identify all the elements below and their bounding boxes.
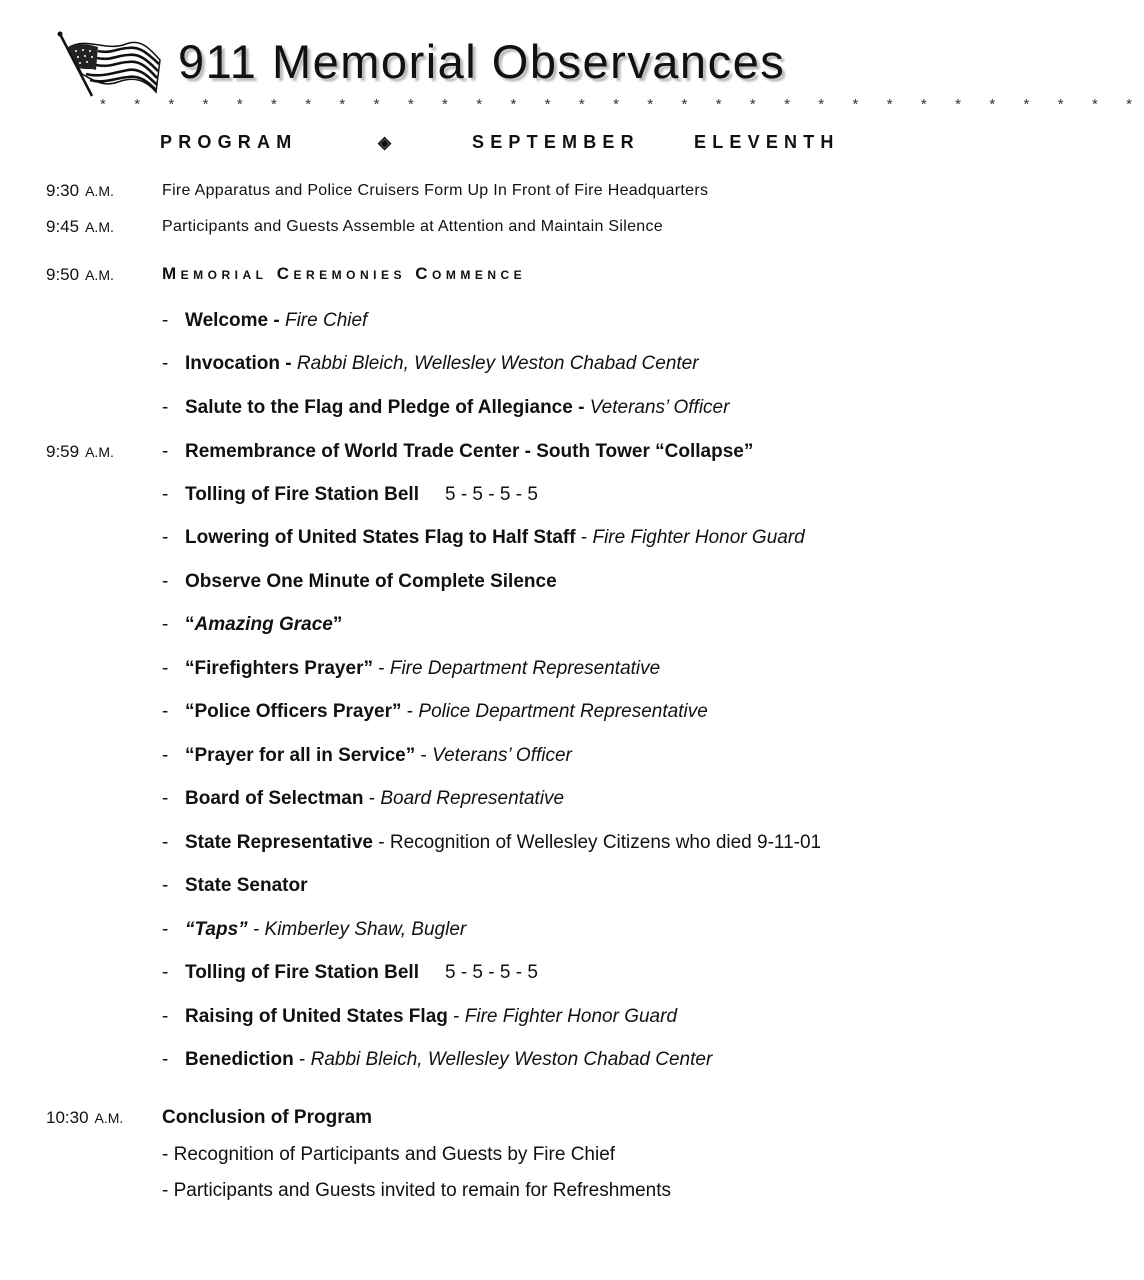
conclusion-item: - Recognition of Participants and Guests by Fire Chief — [162, 1144, 616, 1165]
conclusion-item: - Participants and Guests invited to remain for Refreshments — [162, 1180, 672, 1201]
program-item: - Tolling of Fire Station Bell 5 - 5 - 5 - 5 — [162, 484, 538, 505]
program-item: - State Representative - Recognition of Wellesley Citizens who died 9-11-01 — [162, 832, 822, 853]
schedule-time: 9:30 A.M. — [46, 181, 114, 200]
program-item: - Board of Selectman - Board Representative — [162, 788, 565, 809]
program-item: - Observe One Minute of Complete Silence — [162, 571, 557, 592]
schedule-time: 9:59 A.M. — [46, 442, 114, 461]
schedule-time: 9:45 A.M. — [46, 217, 114, 236]
program-item: - “Amazing Grace” — [162, 614, 343, 635]
program-day: ELEVENTH — [694, 132, 840, 152]
program-item: - “Taps” - Kimberley Shaw, Bugler — [162, 919, 467, 940]
program-item: - Invocation - Rabbi Bleich, Wellesley Weston Chabad Center — [162, 353, 699, 374]
program-item: - Raising of United States Flag - Fire Fighter Honor Guard — [162, 1006, 678, 1027]
schedule-time: 9:50 A.M. — [46, 265, 114, 284]
schedule-text: Fire Apparatus and Police Cruisers Form Up In Front of Fire Headquarters — [162, 182, 709, 199]
program-item: - Welcome - Fire Chief — [162, 310, 368, 331]
conclusion-heading: Conclusion of Program — [162, 1107, 373, 1128]
ceremony-heading: Memorial Ceremonies Commence — [162, 264, 527, 283]
program-item: - Lowering of United States Flag to Half Staff - Fire Fighter Honor Guard — [162, 527, 805, 548]
program-month: SEPTEMBER — [472, 132, 640, 152]
program-item: - State Senator — [162, 875, 308, 896]
program-label: PROGRAM — [160, 132, 298, 152]
schedule-time: 10:30 A.M. — [46, 1108, 124, 1127]
program-item: - Salute to the Flag and Pledge of Allegiance - Veterans’ Officer — [162, 397, 730, 418]
program-item: - Remembrance of World Trade Center - South Tower “Collapse” — [162, 441, 754, 462]
program-item: - “Police Officers Prayer” - Police Department Representative — [162, 701, 708, 722]
diamond-separator-icon: ◈ — [378, 133, 392, 152]
program-item: - Benediction - Rabbi Bleich, Wellesley Weston Chabad Center — [162, 1049, 713, 1070]
american-flag-icon — [56, 30, 164, 98]
program-item: - Tolling of Fire Station Bell 5 - 5 - 5 - 5 — [162, 962, 538, 983]
page-title: 911 Memorial Observances — [178, 35, 786, 88]
program-item: - “Firefighters Prayer” - Fire Department Representative — [162, 658, 661, 679]
schedule-text: Participants and Guests Assemble at Attention and Maintain Silence — [162, 218, 663, 235]
program-item: - “Prayer for all in Service” - Veterans’ Officer — [162, 745, 572, 766]
star-divider: * * * * * * * * * * * * * * * * * * * * * * * * * * * * * * * — [100, 96, 1144, 113]
